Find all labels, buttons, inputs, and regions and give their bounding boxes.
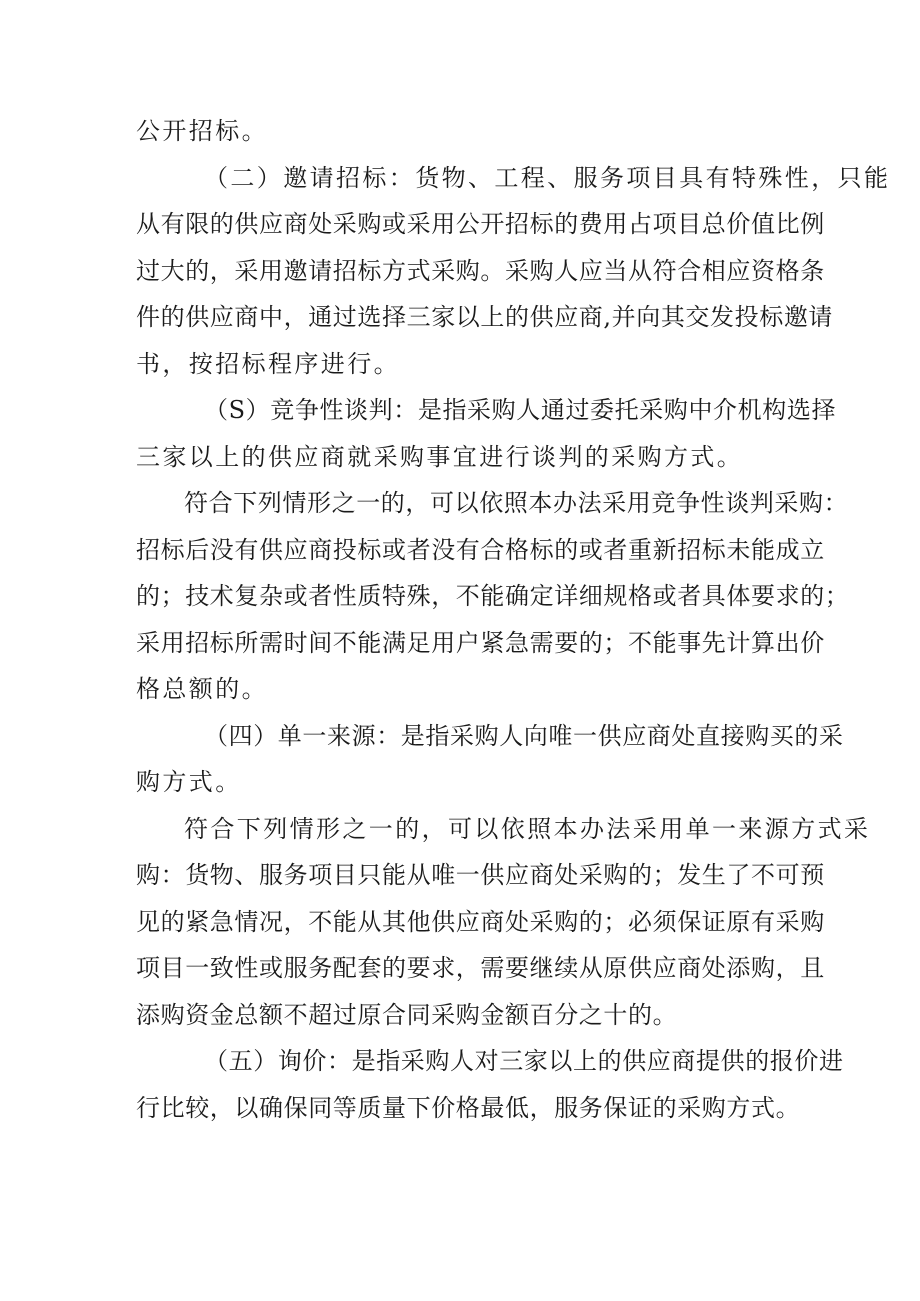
text-line: 格总额的。 <box>136 675 268 703</box>
paragraph-negotiation-conditions <box>136 480 850 713</box>
text-line: 从有限的供应商处采购或采用公开招标的费用占项目总价值比例 <box>136 210 825 238</box>
text-line: 招标后没有供应商投标或者没有合格标的或者重新招标未能成立 <box>136 535 825 564</box>
text-line: （二）邀请招标：货物、工程、服务项目具有特殊性，只能 <box>204 163 891 192</box>
paragraph-competitive-negotiation <box>136 387 837 480</box>
paragraph-single-source-conditions <box>136 806 871 1039</box>
document-body <box>136 108 891 1131</box>
text-line: （S）竞争性谈判：是指采购人通过委托采购中介机构选择 <box>204 396 837 424</box>
text-line: 的；技术复杂或者性质特殊，不能确定详细规格或者具体要求的； <box>136 582 850 610</box>
text-line: 符合下列情形之一的，可以依照本办法采用竞争性谈判采购： <box>184 489 849 517</box>
text-line: 添购资金总额不超过原合同采购金额百分之十的。 <box>136 1000 678 1029</box>
text-line: 公开招标。 <box>136 117 268 145</box>
text-line: 符合下列情形之一的，可以依照本办法采用单一来源方式采 <box>184 814 871 843</box>
text-line: （五）询价：是指采购人对三家以上的供应商提供的报价进 <box>204 1047 844 1075</box>
text-line: 过大的，采用邀请招标方式采购。采购人应当从符合相应资格条 <box>136 256 825 285</box>
text-line: 件的供应商中，通过选择三家以上的供应商,并向其交发投标邀请 <box>136 303 834 331</box>
text-line: 三家以上的供应商就采购事宜进行谈判的采购方式。 <box>136 442 744 471</box>
text-line: （四）单一来源：是指采购人向唯一供应商处直接购买的采 <box>204 721 844 750</box>
text-line: 项目一致性或服务配套的要求，需要继续从原供应商处添购，且 <box>136 954 825 982</box>
text-line: 采用招标所需时间不能满足用户紧急需要的；不能事先计算出价 <box>136 628 825 657</box>
paragraph-invited-bidding <box>136 155 891 388</box>
text-line: 购：货物、服务项目只能从唯一供应商处采购的；发生了不可预 <box>136 861 825 889</box>
text-line: 购方式。 <box>136 768 242 796</box>
text-line: 书，按招标程序进行。 <box>136 349 400 378</box>
paragraph-inquiry <box>136 1038 844 1131</box>
paragraph-single-source <box>136 713 844 806</box>
paragraph-procurement-intro <box>136 108 796 155</box>
text-line: 行比较，以确保同等质量下价格最低，服务保证的采购方式。 <box>136 1093 801 1122</box>
text-line: 见的紧急情况，不能从其他供应商处采购的；必须保证原有采购 <box>136 907 825 936</box>
